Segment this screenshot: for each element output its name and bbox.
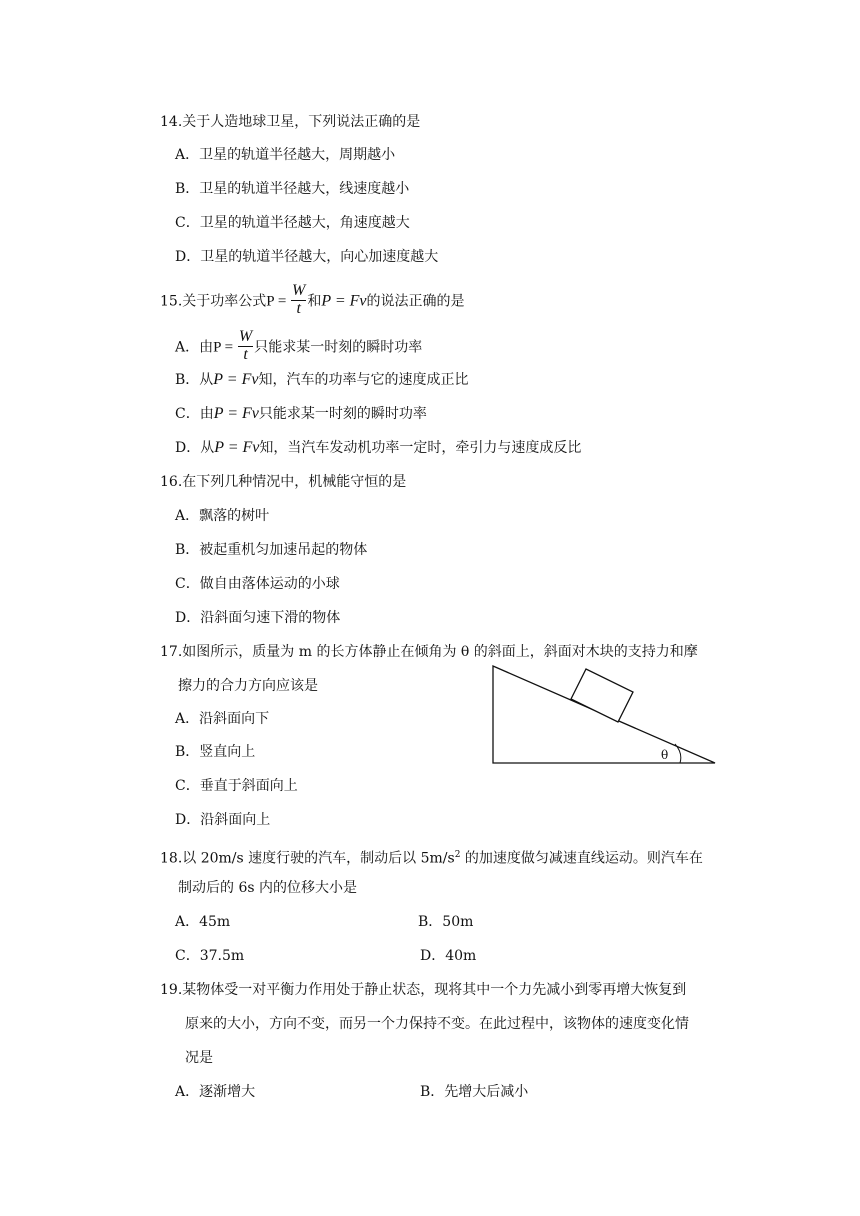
q15-option-a bbox=[175, 330, 422, 365]
q16-option-b: B．被起重机匀加速吊起的物体 bbox=[175, 542, 368, 558]
q15-option-b bbox=[175, 370, 468, 390]
formula-p-symbol: P bbox=[213, 339, 221, 356]
q19-stem-line3: 况是 bbox=[185, 1050, 213, 1066]
q18-stem-line2: 制动后的 6s 内的位移大小是 bbox=[178, 880, 357, 896]
fraction-denominator: t bbox=[296, 300, 301, 317]
q18-superscript: 2 bbox=[454, 850, 461, 860]
q15-option-d-prefix: D．从 bbox=[175, 440, 215, 456]
q15-option-d bbox=[175, 438, 581, 458]
formula-p-fv: P = Fv bbox=[213, 371, 259, 388]
formula-p-symbol: P bbox=[266, 293, 275, 310]
q15-stem-suffix: 的说法正确的是 bbox=[366, 293, 465, 310]
q15-option-c bbox=[175, 404, 427, 424]
q17-option-b: B．竖直向上 bbox=[175, 744, 256, 760]
q19-stem-line2: 原来的大小，方向不变，而另一个力保持不变。在此过程中，该物体的速度变化情 bbox=[185, 1016, 689, 1032]
block-rectangle bbox=[571, 669, 633, 722]
q16-option-a: A．飘落的树叶 bbox=[175, 508, 270, 524]
q16-stem: 16.在下列几种情况中，机械能守恒的是 bbox=[160, 474, 407, 490]
q18-option-a: A．45m bbox=[175, 914, 231, 930]
q14-option-a: A．卫星的轨道半径越大，周期越小 bbox=[175, 147, 396, 163]
q19-option-a: A．逐渐增大 bbox=[175, 1084, 256, 1100]
incline-figure bbox=[485, 660, 725, 772]
q15-option-b-prefix: B．从 bbox=[175, 372, 214, 388]
formula-fraction bbox=[291, 282, 306, 317]
q15-option-a-prefix: A．由 bbox=[175, 339, 214, 356]
q15-option-b-suffix: 知，汽车的功率与它的速度成正比 bbox=[258, 372, 469, 388]
q17-stem-line2: 擦力的合力方向应该是 bbox=[178, 678, 318, 694]
formula-p-fv: P = Fv bbox=[321, 292, 367, 310]
q15-stem bbox=[160, 284, 465, 319]
q16-option-c: C．做自由落体运动的小球 bbox=[175, 576, 340, 592]
angle-theta-label: θ bbox=[661, 748, 669, 762]
formula-p-fv: P = Fv bbox=[214, 439, 260, 456]
q15-option-c-suffix: 只能求某一时刻的瞬时功率 bbox=[258, 406, 427, 422]
q14-option-c: C．卫星的轨道半径越大，角速度越大 bbox=[175, 215, 410, 231]
fraction-numerator: W bbox=[238, 328, 253, 345]
q17-option-c: C．垂直于斜面向上 bbox=[175, 778, 298, 794]
formula-p-fv: P = Fv bbox=[213, 405, 259, 422]
q15-stem-mid: 和 bbox=[307, 293, 322, 310]
q18-stem-line1 bbox=[160, 845, 703, 869]
formula-equals: = bbox=[274, 293, 291, 310]
q15-option-a-suffix: 只能求某一时刻的瞬时功率 bbox=[254, 339, 423, 356]
q17-option-a: A．沿斜面向下 bbox=[175, 711, 270, 727]
q17-option-d: D．沿斜面向上 bbox=[175, 812, 271, 828]
q14-stem: 14.关于人造地球卫星，下列说法正确的是 bbox=[160, 114, 421, 130]
formula-fraction bbox=[238, 328, 253, 363]
q14-option-b: B．卫星的轨道半径越大，线速度越小 bbox=[175, 181, 410, 197]
q17-stem-line1: 17.如图所示，质量为 m 的长方体静止在倾角为 θ 的斜面上，斜面对木块的支持力和摩 bbox=[160, 644, 698, 660]
fraction-numerator: W bbox=[292, 282, 306, 299]
q18-stem-part-a: 18.以 20m/s 速度行驶的汽车，制动后以 5m/s bbox=[160, 850, 455, 867]
formula-equals: = bbox=[220, 339, 237, 356]
q18-stem-part-b: 的加速度做匀减速直线运动。则汽车在 bbox=[460, 850, 703, 867]
q14-option-d: D．卫星的轨道半径越大，向心加速度越大 bbox=[175, 249, 439, 265]
q15-option-c-prefix: C．由 bbox=[175, 406, 214, 422]
q15-option-d-suffix: 知，当汽车发动机功率一定时，牵引力与速度成反比 bbox=[259, 440, 582, 456]
fraction-denominator: t bbox=[243, 346, 248, 363]
q18-option-b: B．50m bbox=[418, 914, 474, 930]
q16-option-d: D．沿斜面匀速下滑的物体 bbox=[175, 610, 341, 626]
q18-option-c: C．37.5m bbox=[175, 948, 245, 964]
q18-option-d: D．40m bbox=[420, 948, 477, 964]
q19-stem-line1: 19.某物体受一对平衡力作用处于静止状态，现将其中一个力先减小到零再增大恢复到 bbox=[160, 982, 687, 998]
q15-stem-prefix: 15.关于功率公式 bbox=[160, 293, 267, 310]
q19-option-b: B．先增大后减小 bbox=[420, 1084, 529, 1100]
